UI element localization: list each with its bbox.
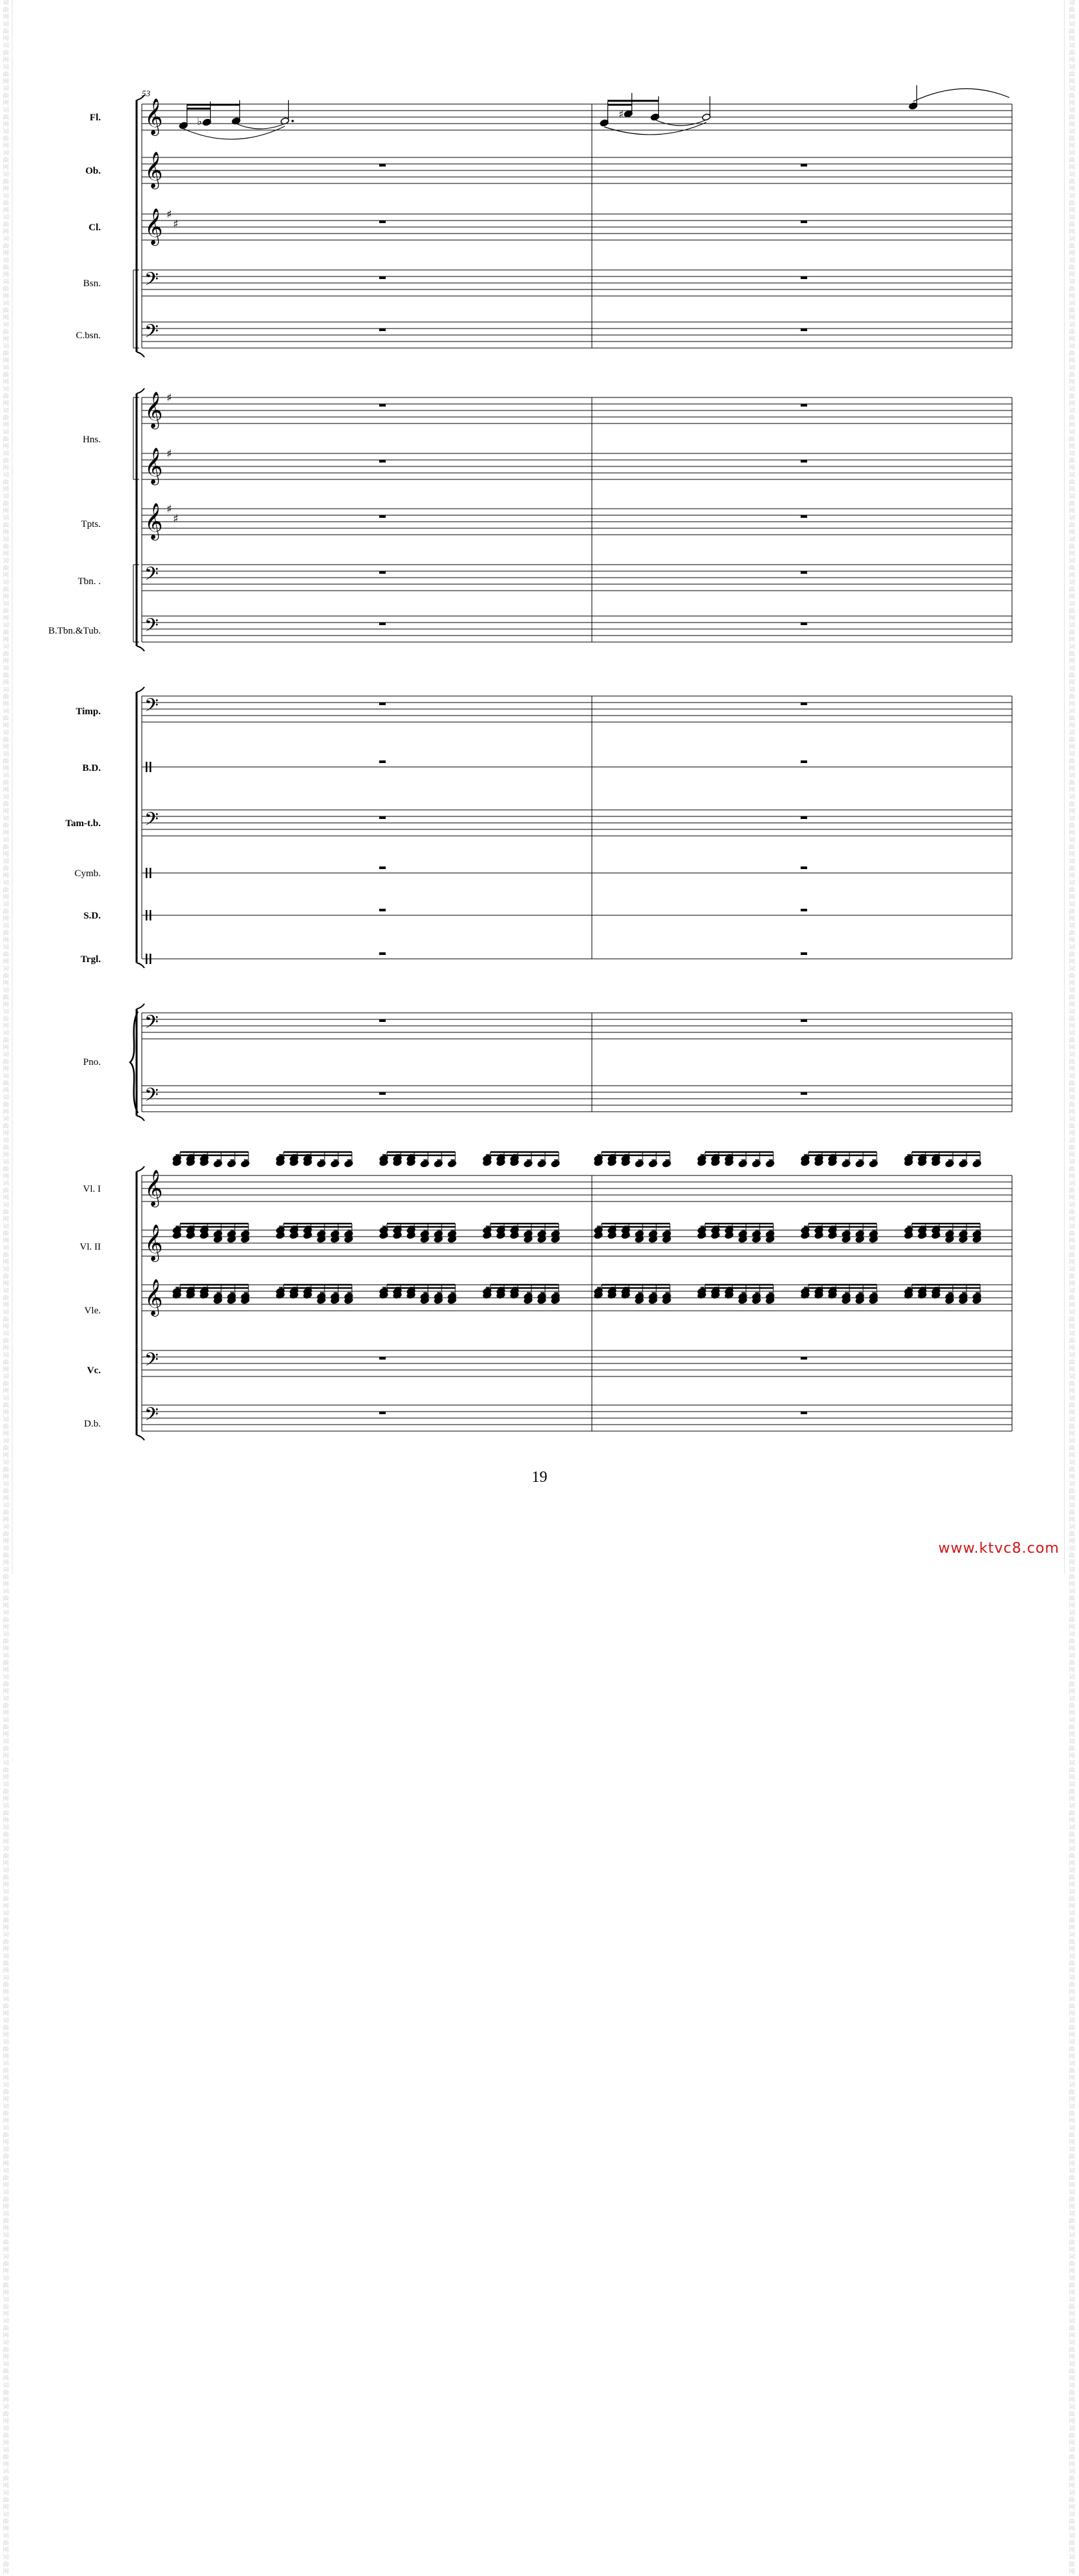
whole-rest	[379, 703, 386, 705]
staff-tamtb	[66, 809, 1012, 836]
whole-rest	[379, 1357, 386, 1360]
staff-hns1	[142, 392, 1012, 429]
treble-clef: 𝄞	[144, 392, 163, 428]
treble-clef: 𝄞	[144, 1279, 163, 1315]
whole-rest	[801, 515, 807, 518]
measure-number: 53	[142, 88, 150, 98]
whole-rest	[801, 1357, 807, 1360]
page-number: 19	[531, 1469, 548, 1486]
whole-rest	[379, 623, 386, 625]
whole-rest	[379, 909, 386, 911]
whole-rest	[801, 623, 807, 625]
percussion-clef	[146, 762, 148, 772]
staff-vc	[87, 1349, 1012, 1376]
percussion-clef	[146, 954, 148, 964]
bracket-hook	[137, 1004, 144, 1009]
bracket-hook	[137, 646, 144, 651]
treble-clef: 𝄞	[144, 1170, 163, 1206]
staff-pno1	[142, 1012, 1012, 1039]
whole-rest	[379, 515, 386, 518]
whole-rest	[379, 1019, 386, 1022]
instrument-label: Bsn.	[83, 278, 101, 289]
whole-rest	[379, 221, 386, 223]
key-signature-sharp: ♯	[167, 503, 172, 516]
whole-rest	[801, 460, 807, 463]
instrument-label: Tam-t.b.	[65, 818, 101, 829]
whole-rest	[379, 276, 386, 279]
staff-timp	[76, 695, 1013, 722]
instrument-label: Ob.	[85, 166, 101, 176]
instrument-label: Vle.	[84, 1306, 101, 1316]
percussion-clef	[150, 762, 152, 772]
viola-figures	[172, 1285, 981, 1304]
whole-rest	[801, 1019, 807, 1022]
instrument-label: Vl. I	[83, 1184, 101, 1194]
bracket-hook	[137, 1116, 144, 1121]
whole-rest	[801, 952, 807, 955]
percussion-clef	[146, 910, 148, 920]
staff-sd	[83, 909, 1012, 921]
instrument-label: Vc.	[87, 1365, 101, 1376]
right-side-watermark: 词曲网 词曲网 词曲网 词曲网 词曲网 词曲网 词曲网 词曲网 词曲网 词曲网 词曲网 词曲网 词曲网 词曲网 词曲网 词曲网 词曲网 词曲网 词曲网 词曲网 词曲网 词曲网 词曲网 词曲网 词曲网 词曲网 词曲网 词曲网 词曲网 词曲网 词曲网 词曲网 词曲网 词曲网 词曲网 词曲网 词曲网 词曲网 词曲网 词曲网 词曲网 词曲网 词曲网 词曲网 词曲网 词曲网 词曲网 词曲网 词曲网 词曲网 词曲网 词曲网 词曲网 词曲网 词曲网 词曲网 词曲网 词曲网 词曲网 词曲网 词曲网 词曲网 词曲网 词曲网 词曲网 词曲网 词曲网 词曲网 词曲网 词曲网 词曲网 词曲网 词曲网 词曲网 词曲网 词曲网 词曲网 词曲网 词曲网 词曲网 词曲网 词曲网 词曲网 词曲网 词曲网 词曲网 词曲网 词曲网 词曲网 词曲网 词曲网 词曲网 词曲网 词曲网 词曲网 词曲网 词曲网 词曲网 词曲网 词曲网 词曲网 词曲网 词曲网 词曲网 词曲网 词曲网 词曲网 词曲网 词曲网 词曲网 词曲网 词曲网 词曲网 词曲网 词曲网 词曲网 词曲网 词曲网 词曲网 词曲网	[1069, 0, 1075, 2575]
sharp-accidental: ♯	[619, 108, 624, 120]
whole-rest	[801, 164, 807, 167]
dot	[291, 120, 294, 122]
whole-rest	[379, 952, 386, 955]
slur	[913, 88, 1009, 101]
treble-clef: 𝄞	[144, 152, 163, 188]
bracket-hook	[137, 388, 144, 394]
instrument-label: Timp.	[75, 706, 101, 717]
key-signature-sharp: ♯	[173, 218, 179, 231]
instrument-label: Pno.	[83, 1057, 101, 1067]
site-url-watermark: www.ktvc8.com	[938, 1540, 1059, 1557]
instrument-label: Vl. II	[79, 1242, 101, 1252]
treble-clef: 𝄞	[144, 503, 163, 539]
staff-bsn	[83, 269, 1012, 296]
staff-bd	[83, 760, 1012, 773]
key-signature-sharp: ♯	[167, 448, 172, 461]
staff-tbn	[78, 563, 1012, 591]
whole-rest	[379, 164, 386, 167]
whole-rest	[379, 460, 386, 463]
tie	[655, 120, 706, 126]
percussion-clef	[146, 868, 148, 878]
treble-clef: 𝄞	[144, 208, 163, 245]
whole-rest	[801, 866, 807, 869]
staff-trgl	[81, 952, 1012, 965]
bass-clef: 𝄢	[144, 1012, 159, 1038]
percussion-clef	[150, 954, 152, 964]
whole-rest	[801, 760, 807, 763]
instrument-label: D.b.	[84, 1419, 101, 1429]
slur	[604, 122, 706, 135]
whole-rest	[379, 760, 386, 763]
whole-rest	[379, 571, 386, 574]
violin-1-figures	[172, 1152, 981, 1168]
instrument-label: S.D.	[83, 911, 101, 921]
staff-tpts	[81, 503, 1012, 541]
whole-rest	[801, 276, 807, 279]
instrument-label: Hns.	[83, 435, 101, 445]
bracket-hook	[137, 1435, 144, 1440]
bass-clef: 𝄢	[144, 1404, 159, 1430]
instrument-label: Cl.	[88, 222, 101, 233]
bass-clef: 𝄢	[144, 809, 159, 835]
bass-clef: 𝄢	[144, 563, 159, 589]
bracket-hook	[137, 963, 144, 968]
whole-rest	[379, 1092, 386, 1095]
staff-vl1	[83, 1170, 1013, 1207]
flute-passage	[179, 85, 1009, 139]
bass-clef: 𝄢	[144, 1349, 159, 1375]
bracket-hook	[137, 1166, 144, 1172]
treble-clef: 𝄞	[144, 1224, 163, 1261]
left-side-watermark: 词曲网 词曲网 词曲网 词曲网 词曲网 词曲网 词曲网 词曲网 词曲网 词曲网 词曲网 词曲网 词曲网 词曲网 词曲网 词曲网 词曲网 词曲网 词曲网 词曲网 词曲网 词曲网 词曲网 词曲网 词曲网 词曲网 词曲网 词曲网 词曲网 词曲网 词曲网 词曲网 词曲网 词曲网 词曲网 词曲网 词曲网 词曲网 词曲网 词曲网 词曲网 词曲网 词曲网 词曲网 词曲网 词曲网 词曲网 词曲网 词曲网 词曲网 词曲网 词曲网 词曲网 词曲网 词曲网 词曲网 词曲网 词曲网 词曲网 词曲网 词曲网 词曲网 词曲网 词曲网 词曲网 词曲网 词曲网 词曲网 词曲网 词曲网 词曲网 词曲网 词曲网 词曲网 词曲网 词曲网 词曲网 词曲网 词曲网 词曲网 词曲网 词曲网 词曲网 词曲网 词曲网 词曲网 词曲网 词曲网 词曲网 词曲网 词曲网 词曲网 词曲网 词曲网 词曲网 词曲网 词曲网 词曲网 词曲网 词曲网 词曲网 词曲网 词曲网 词曲网 词曲网 词曲网 词曲网 词曲网 词曲网 词曲网 词曲网 词曲网 词曲网 词曲网 词曲网 词曲网 词曲网 词曲网 词曲网 词曲网	[3, 0, 9, 2575]
instrument-label: B.Tbn.&Tub.	[48, 626, 101, 636]
staff-cymb	[75, 866, 1012, 879]
whole-rest	[801, 1412, 807, 1414]
key-signature-sharp: ♯	[173, 513, 179, 526]
whole-rest	[801, 909, 807, 911]
percussion-clef	[150, 868, 152, 878]
whole-rest	[801, 329, 807, 331]
whole-rest	[801, 221, 807, 223]
treble-clef: 𝄞	[144, 448, 163, 484]
instrument-label: Fl.	[89, 113, 101, 123]
staff-db	[84, 1404, 1012, 1431]
whole-rest	[801, 816, 807, 819]
percussion-clef	[150, 910, 152, 920]
instrument-label: Tpts.	[81, 519, 101, 530]
instrument-label: Trgl.	[81, 954, 101, 965]
staff-cl	[88, 208, 1012, 246]
whole-rest	[379, 329, 386, 331]
whole-rest	[801, 571, 807, 574]
whole-rest	[801, 703, 807, 705]
whole-rest	[801, 1092, 807, 1095]
instrument-label: B.D.	[82, 763, 101, 773]
bracket-hook	[137, 352, 144, 357]
staff-cbsn	[76, 321, 1012, 348]
bass-clef: 𝄢	[144, 321, 159, 347]
flat-accidental: ♭	[197, 115, 202, 127]
bass-clef: 𝄢	[144, 1084, 159, 1110]
bass-clef: 𝄢	[144, 695, 159, 721]
whole-rest	[801, 404, 807, 407]
whole-rest	[379, 816, 386, 819]
whole-rest	[379, 404, 386, 407]
staff-btbn	[48, 615, 1012, 642]
staff-ob	[85, 152, 1012, 189]
tie	[236, 124, 285, 129]
bass-clef: 𝄢	[144, 269, 159, 295]
key-signature-sharp: ♯	[167, 392, 172, 405]
staff-pno2	[83, 1057, 1012, 1112]
instrument-label: Tbn. .	[77, 576, 101, 587]
instrument-label: Cymb.	[74, 868, 101, 879]
violin-2-figures	[172, 1224, 981, 1243]
whole-rest	[379, 866, 386, 869]
bass-clef: 𝄢	[144, 615, 159, 641]
treble-clef: 𝄞	[144, 98, 163, 135]
whole-rest	[379, 1412, 386, 1414]
key-signature-sharp: ♯	[167, 208, 172, 221]
staff-hns2	[83, 435, 1012, 485]
instrument-label: C.bsn.	[75, 330, 101, 341]
bracket-hook	[137, 687, 144, 692]
